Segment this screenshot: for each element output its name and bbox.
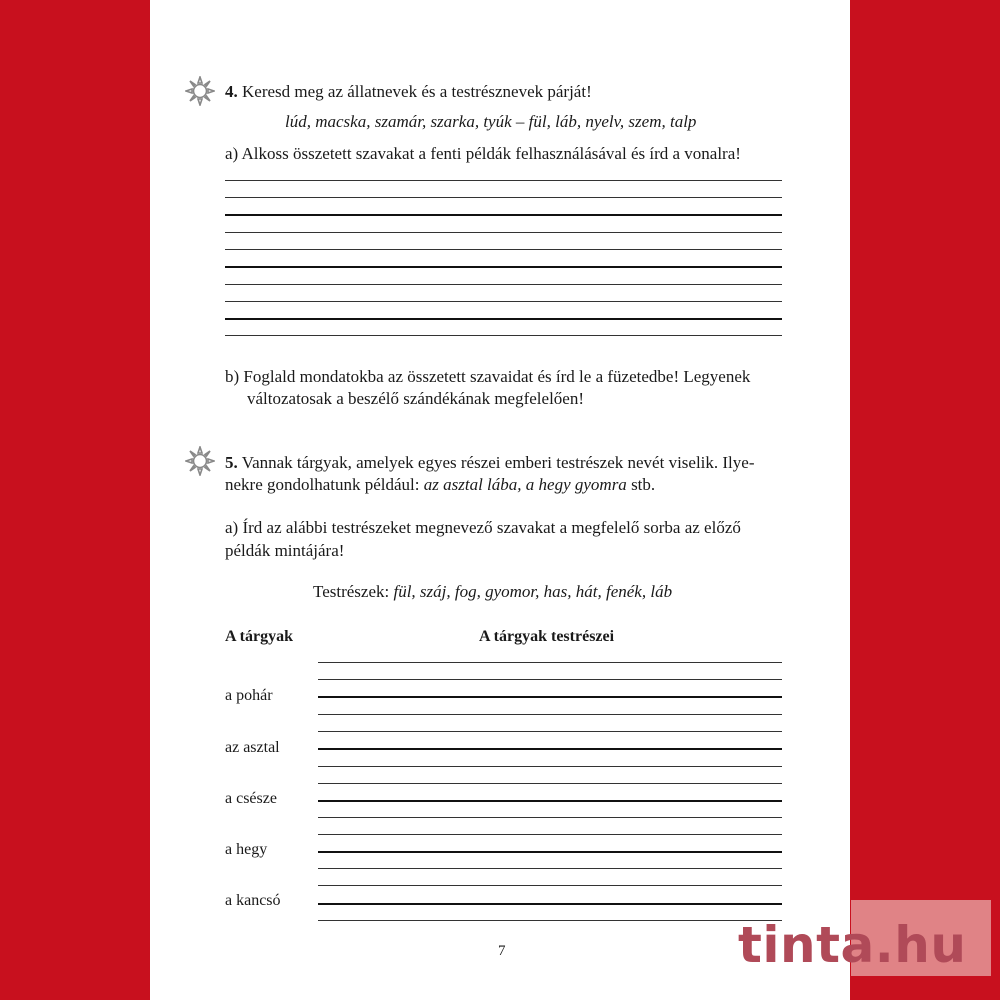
- task-b-text-continued: változatosak a beszélő szándékának megfelelően!: [247, 389, 585, 408]
- writing-line[interactable]: [318, 679, 782, 680]
- writing-line[interactable]: [225, 301, 782, 302]
- writing-line[interactable]: [318, 766, 782, 767]
- watermark-logo: tinta.hu: [738, 916, 967, 974]
- writing-line[interactable]: [318, 800, 782, 802]
- writing-line[interactable]: [318, 834, 782, 835]
- writing-line[interactable]: [225, 266, 782, 268]
- object-label: a pohár: [225, 687, 273, 704]
- page-number: 7: [498, 943, 506, 959]
- exercise-number: 5.: [225, 453, 238, 472]
- examples-text: az asztal lába, a hegy gyomra: [423, 475, 627, 494]
- writing-line[interactable]: [318, 696, 782, 698]
- exercise-4-heading: [225, 79, 592, 105]
- object-label: a kancsó: [225, 892, 281, 909]
- task-b-text: b) Foglald mondatokba az összetett szavaidat és írd le a füzetedbe! Legyenek: [225, 367, 751, 386]
- object-label: az asztal: [225, 739, 280, 756]
- writing-line[interactable]: [225, 197, 782, 198]
- task-a-text-continued: példák mintájára!: [225, 541, 345, 560]
- exercise-5-line2: [225, 472, 655, 498]
- sun-icon: [185, 76, 215, 106]
- writing-line[interactable]: [318, 885, 782, 886]
- writing-line[interactable]: [318, 903, 782, 905]
- writing-line[interactable]: [318, 868, 782, 869]
- word-list: lúd, macska, szamár, szarka, tyúk – fül, láb, nyelv, szem, talp: [285, 112, 697, 131]
- writing-line[interactable]: [318, 662, 782, 663]
- task-a-text: a) Írd az alábbi testrészeket megnevező szavakat a megfelelő sorba az előző: [225, 518, 741, 537]
- writing-line[interactable]: [318, 920, 782, 921]
- writing-line[interactable]: [318, 783, 782, 784]
- writing-line[interactable]: [225, 284, 782, 285]
- bodyparts-words: fül, száj, fog, gyomor, has, hát, fenék, láb: [393, 582, 673, 601]
- writing-line[interactable]: [318, 748, 782, 750]
- exercise-instruction: Keresd meg az állatnevek és a testrésznevek párját!: [242, 82, 592, 101]
- column-header-objects: A tárgyak: [225, 628, 293, 645]
- writing-line[interactable]: [318, 817, 782, 818]
- sun-icon: [185, 446, 215, 476]
- writing-line[interactable]: [318, 731, 782, 732]
- writing-line[interactable]: [318, 714, 782, 715]
- bodyparts-label: Testrészek:: [313, 582, 394, 601]
- writing-line[interactable]: [225, 249, 782, 250]
- writing-line[interactable]: [225, 335, 782, 336]
- exercise-instruction: Vannak tárgyak, amelyek egyes részei emberi testrészek nevét viselik. Ilye-: [241, 453, 755, 472]
- exercise-number: 4.: [225, 82, 238, 101]
- writing-line[interactable]: [225, 214, 782, 216]
- examples-prefix: nekre gondolhatunk például:: [225, 475, 424, 494]
- writing-line[interactable]: [225, 180, 782, 181]
- examples-suffix: stb.: [626, 475, 656, 494]
- column-header-parts: A tárgyak testrészei: [479, 628, 615, 645]
- bodyparts-list: [313, 579, 672, 605]
- writing-line[interactable]: [318, 851, 782, 853]
- object-label: a csésze: [225, 790, 277, 807]
- writing-line[interactable]: [225, 318, 782, 320]
- object-label: a hegy: [225, 841, 268, 858]
- writing-line[interactable]: [225, 232, 782, 233]
- task-a-text: a) Alkoss összetett szavakat a fenti példák felhasználásával és írd a vonalra!: [225, 144, 741, 163]
